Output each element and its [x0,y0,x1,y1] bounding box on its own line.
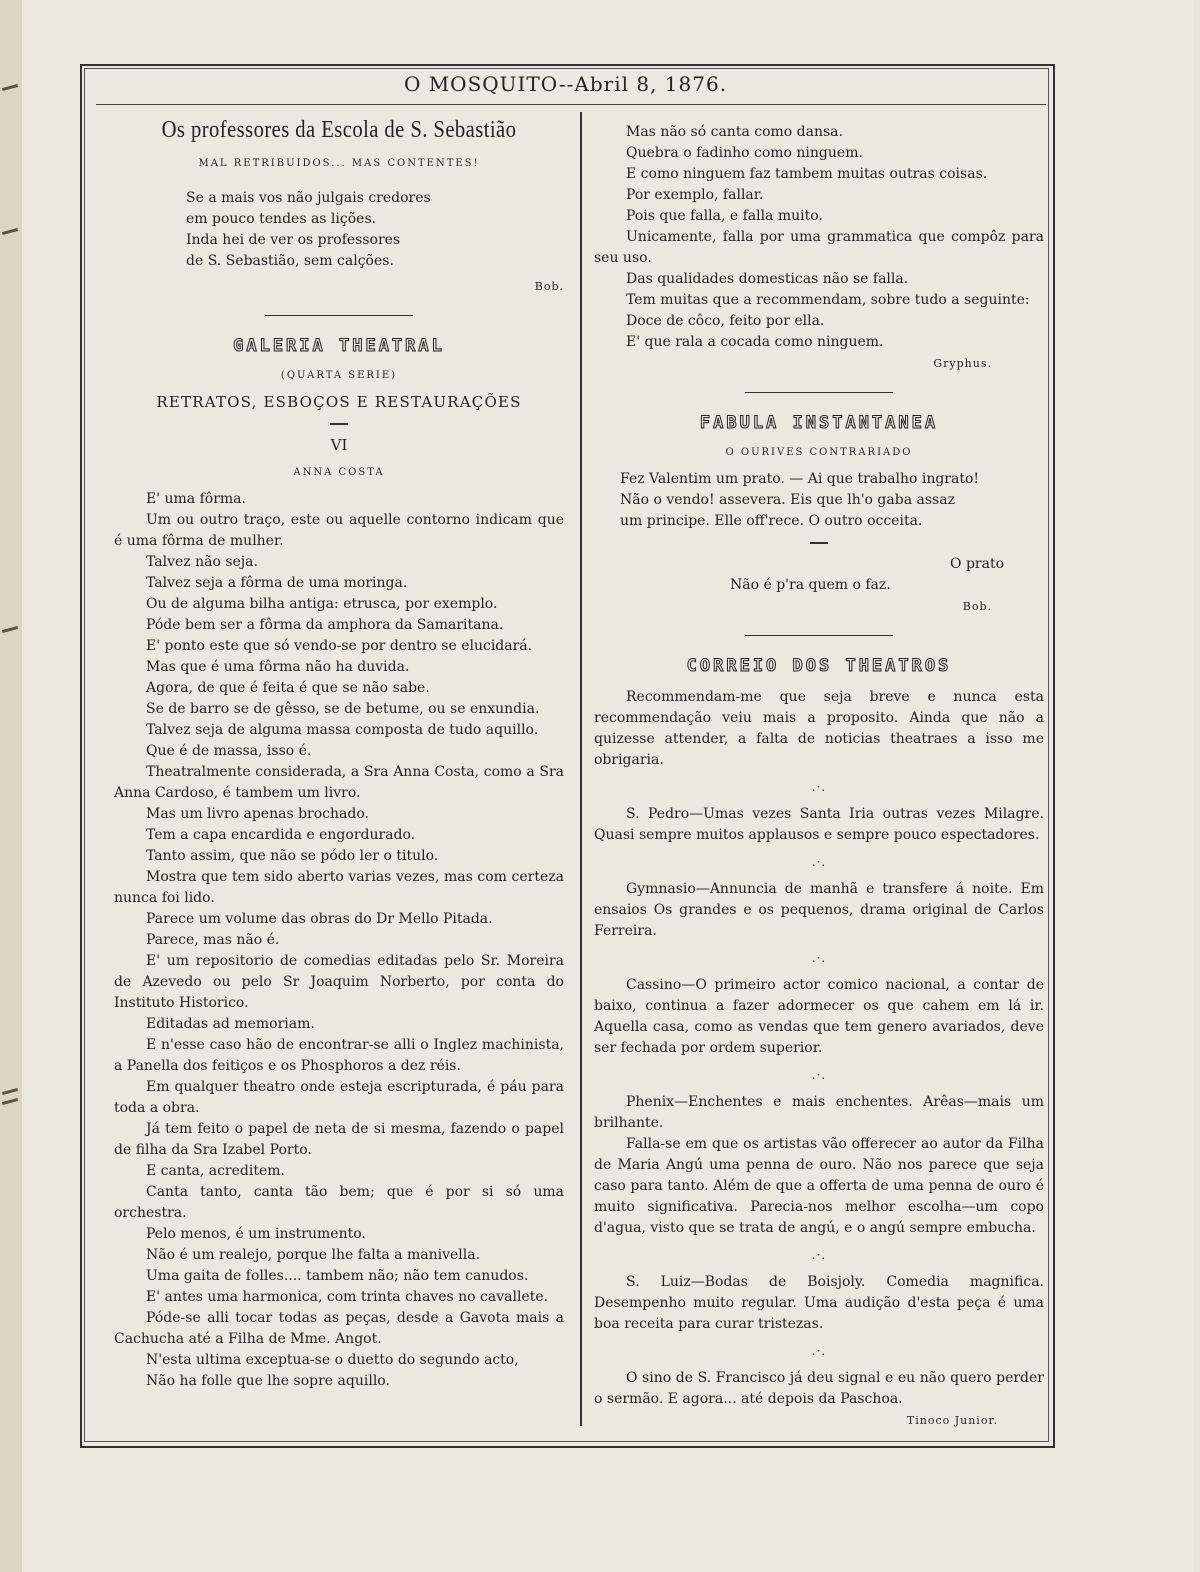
binding-stitch [2,228,18,235]
series-label: (QUARTA SERIE) [280,370,398,381]
section-rule [745,635,893,636]
separator-stars: .·. [811,780,827,794]
paragraph: Agora, de que é feita é que se não sabe. [146,680,430,696]
news-item-cassino: Cassino—O primeiro actor comico nacional, a contar de baixo, continua a fazer adormecer os que cahem em lá ir. Aquella casa, como as vendas que tem genero avariados, deve ser fechada por ordem superior. [594,977,1044,1056]
article-body-continued [594,122,1044,353]
poem-line: em pouco tendes as lições. [186,211,377,227]
portrait-name: ANNA COSTA [293,467,385,478]
binding-stitch [2,1098,18,1105]
paragraph: Quebra o fadinho como ninguem. [626,145,863,161]
closing-paragraph: O sino de S. Francisco já deu signal e eu não quero perder o sermão. E agora... até depois da Paschoa. [594,1370,1044,1407]
paragraph: Não ha folle que lhe sopre aquillo. [146,1373,390,1389]
paragraph: Mostra que tem sido aberto varias vezes, mas com certeza nunca foi lido. [114,869,564,906]
paragraph: E' antes uma harmonica, com trinta chaves no cavallete. [146,1289,549,1305]
paragraph: Um ou outro traço, este ou aquelle contorno indicam que é uma fôrma de mulher. [114,512,564,549]
fabula-verse [594,469,1044,532]
author-signature: Tinoco Junior. [906,1414,998,1427]
article-body [114,489,564,1392]
paragraph: E canta, acreditem. [146,1163,285,1179]
poem-line: Se a mais vos não julgais credores [186,190,431,206]
paragraph: Mas que é uma fôrma não ha duvida. [146,659,410,675]
paragraph: Pois que falla, e falla muito. [626,208,823,224]
paragraph: Em qualquer theatro onde esteja escripturada, é páu para toda a obra. [114,1079,564,1116]
article-subtitle: MAL RETRIBUIDOS... MAS CONTENTES! [198,158,480,169]
paragraph: N'esta ultima exceptua-se o duetto do segundo acto, [146,1352,519,1368]
news-item-phenix-cont: Falla-se em que os artistas vão offerecer ao autor da Filha de Maria Angú uma penna de ouro. Não nos parece que seja caso para tanto. Além de que a offerta de uma penna de ouro é muito significativa. Parecia-nos melhor escolha—um copo d'agua, visto que se trata de angú, e o angú sempre embucha. [594,1136,1044,1236]
author-signature: Gryphus. [933,357,992,370]
section-title-fabula: FABULA INSTANTANEA [699,413,939,433]
paragraph: Não é um realejo, porque lhe falta a manivella. [146,1247,481,1263]
binding-stitch [2,626,18,633]
section-subtitle: RETRATOS, ESBOÇOS E RESTAURAÇÕES [156,393,522,411]
section-title-galeria: GALERIA THEATRAL [233,336,445,356]
masthead-rule [96,104,1046,105]
news-item-phenix: Phenix—Enchentes e mais enchentes. Arêas—mais um brilhante. [594,1094,1044,1131]
paragraph: Parece um volume das obras do Dr Mello Pitada. [146,911,493,927]
separator-stars: .·. [811,855,827,869]
binding-stitch [2,1088,18,1095]
column-divider [580,112,582,1426]
chapter-number: VI [330,436,348,454]
verse-line: Não é p'ra quem o faz. [730,577,891,593]
poem-line: Inda hei de ver os professores [186,232,401,248]
separator-stars: .·. [811,951,827,965]
paragraph: Mas um livro apenas brochado. [146,806,369,822]
dash-rule [330,423,348,425]
paragraph: Canta tanto, canta tão bem; que é por si só uma orchestra. [114,1184,564,1221]
paragraph: Unicamente, falla por uma grammatica que compôz para seu uso. [594,229,1044,266]
paragraph: Talvez seja de alguma massa composta de tudo aquillo. [146,722,539,738]
verse-line: O prato [950,556,1004,572]
verse-line: Fez Valentim um prato. — Ai que trabalho ingrato! [620,471,980,487]
poem-line: de S. Sebastião, sem calções. [186,253,394,269]
separator-stars: .·. [811,1068,827,1082]
paragraph: Das qualidades domesticas não se falla. [626,271,909,287]
correio-intro: Recommendam-me que seja breve e nunca esta recommendação veiu mais a proposito. Ainda que não a quizesse attender, a falta de noticias theatraes a isso me obrigaria. [594,689,1044,768]
paragraph: E n'esse caso hão de encontrar-se alli o Inglez machinista, a Panella dos feitiços e os Phosphoros a dez réis. [114,1037,564,1074]
author-signature: Bob. [962,600,992,613]
article-title: Os professores da Escola de S. Sebastião [161,117,517,143]
paragraph: E como ninguem faz tambem muitas outras coisas. [626,166,988,182]
paragraph: E' que rala a cocada como ninguem. [626,334,884,350]
left-column [114,114,564,1392]
poem [114,188,564,272]
section-rule [745,392,893,393]
paragraph: Uma gaita de folles.... tambem não; não tem canudos. [146,1268,529,1284]
news-item-luiz: S. Luiz—Bodas de Boisjoly. Comedia magnifica. Desempenho muito regular. Uma audição d'esta peça é uma boa receita para curar tristezas. [594,1274,1044,1332]
binding-stitch [2,84,18,91]
news-item-gymnasio: Gymnasio—Annuncia de manhã e transfere á noite. Em ensaios Os grandes e os pequenos, drama original de Carlos Ferreira. [594,881,1044,939]
paragraph: Por exemplo, fallar. [626,187,764,203]
paragraph: E' ponto este que só vendo-se por dentro se elucidará. [146,638,533,654]
paragraph: Doce de côco, feito por ella. [626,313,825,329]
verse-line: um principe. Elle off'rece. O outro occeita. [620,513,923,529]
separator-stars: .·. [811,1344,827,1358]
paragraph: Pelo menos, é um instrumento. [146,1226,366,1242]
paragraph: Ou de alguma bilha antiga: etrusca, por exemplo. [146,596,498,612]
paragraph: Talvez seja a fôrma de uma moringa. [146,575,408,591]
dash-rule [810,542,828,544]
separator-stars: .·. [811,1248,827,1262]
paragraph: Theatralmente considerada, a Sra Anna Costa, como a Sra Anna Cardoso, é tambem um livro. [114,764,564,801]
paragraph: Tanto assim, que não se pódo ler o titulo. [146,848,439,864]
paragraph: E' uma fôrma. [146,491,246,507]
section-rule [265,315,413,316]
fabula-subtitle: O OURIVES CONTRARIADO [725,447,913,458]
paragraph: Tem a capa encardida e engordurado. [146,827,416,843]
section-title-correio: CORREIO DOS THEATROS [686,656,952,676]
paragraph: E' um repositorio de comedias editadas pelo Sr. Moreira de Azevedo ou pelo Sr Joaquim Norberto, por conta do Instituto Historico. [114,953,564,1011]
paragraph: Póde bem ser a fôrma da amphora da Samaritana. [146,617,504,633]
paragraph: Mas não só canta como dansa. [626,124,843,140]
paragraph: Que é de massa, isso é. [146,743,312,759]
paragraph: Já tem feito o papel de neta de si mesma, fazendo o papel de filha da Sra Izabel Porto. [114,1121,564,1158]
news-item-pedro: S. Pedro—Umas vezes Santa Iria outras vezes Milagre. Quasi sempre muitos applausos e sempre pouco espectadores. [594,806,1044,843]
paragraph: Talvez não seja. [146,554,258,570]
author-signature: Bob. [534,280,564,293]
verse-line: Não o vendo! assevera. Eis que lh'o gaba assaz [620,492,955,508]
paragraph: Editadas ad memoriam. [146,1016,315,1032]
paragraph: Parece, mas não é. [146,932,280,948]
paragraph: Tem muitas que a recommendam, sobre tudo a seguinte: [626,292,1030,308]
right-column [594,122,1044,1431]
masthead: O MOSQUITO--Abril 8, 1876. [403,72,728,96]
paragraph: Póde-se alli tocar todas as peças, desde a Gavota mais a Cachucha até a Filha de Mme. Angot. [114,1310,564,1347]
binding-edge [0,0,23,1572]
paragraph: Se de barro se de gêsso, se de betume, ou se enxundia. [146,701,540,717]
